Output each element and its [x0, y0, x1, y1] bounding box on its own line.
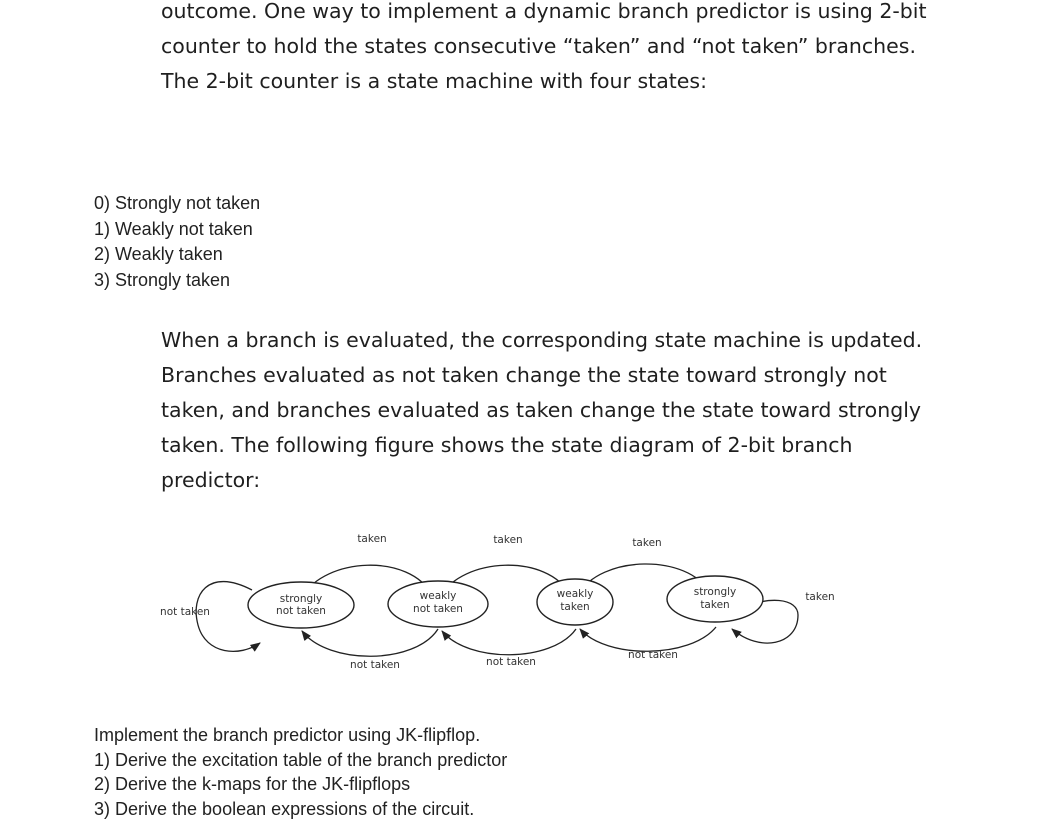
update-line: taken. The following figure shows the state diagram of 2-bit branch: [161, 433, 853, 457]
update-paragraph: [161, 323, 1021, 498]
not-taken-label: not taken: [350, 659, 400, 671]
taken-label: taken: [632, 537, 662, 549]
update-line: predictor:: [161, 468, 261, 492]
state-label: weakly: [419, 590, 457, 602]
taken-label: taken: [493, 534, 523, 546]
intro-paragraph: [161, 0, 1021, 99]
not-taken-label: not taken: [628, 649, 678, 661]
state-label: not taken: [276, 605, 326, 617]
update-line: taken, and branches evaluated as taken change the state toward strongly: [161, 398, 922, 422]
state-label: strongly: [279, 593, 323, 605]
self-loop-right-label: taken: [805, 591, 835, 603]
state-label: not taken: [413, 603, 463, 615]
state-list: [94, 191, 260, 293]
task-list: [94, 723, 507, 821]
intro-line: counter to hold the states consecutive “taken” and “not taken” branches.: [161, 34, 916, 58]
state-list-item: 1) Weakly not taken: [94, 218, 253, 239]
state-label: taken: [700, 599, 730, 611]
taken-label: taken: [357, 533, 387, 545]
task-item: 3) Derive the boolean expressions of the circuit.: [94, 798, 475, 819]
state-label: weakly: [556, 588, 594, 600]
task-item: 1) Derive the excitation table of the branch predictor: [94, 749, 508, 770]
state-diagram: [150, 525, 870, 675]
intro-line: outcome. One way to implement a dynamic branch predictor is using 2-bit: [161, 0, 927, 23]
not-taken-arrow-1-to-0: [302, 629, 438, 656]
state-list-item: 2) Weakly taken: [94, 244, 223, 265]
update-line: When a branch is evaluated, the corresponding state machine is updated.: [161, 328, 923, 352]
update-line: Branches evaluated as not taken change the state toward strongly not: [161, 363, 887, 387]
task-item: 2) Derive the k-maps for the JK-flipflops: [94, 774, 411, 795]
task-heading: Implement the branch predictor using JK-flipflop.: [94, 725, 481, 745]
not-taken-label: not taken: [486, 656, 536, 668]
state-label: strongly: [693, 586, 737, 598]
state-list-item: 0) Strongly not taken: [94, 193, 261, 213]
state-list-item: 3) Strongly taken: [94, 269, 231, 290]
not-taken-arrow-2-to-1: [442, 629, 576, 655]
state-label: taken: [560, 601, 590, 613]
not-taken-arrow-3-to-2: [580, 627, 716, 651]
intro-line: The 2-bit counter is a state machine with four states:: [161, 69, 707, 93]
self-loop-left-label: not taken: [160, 606, 210, 618]
